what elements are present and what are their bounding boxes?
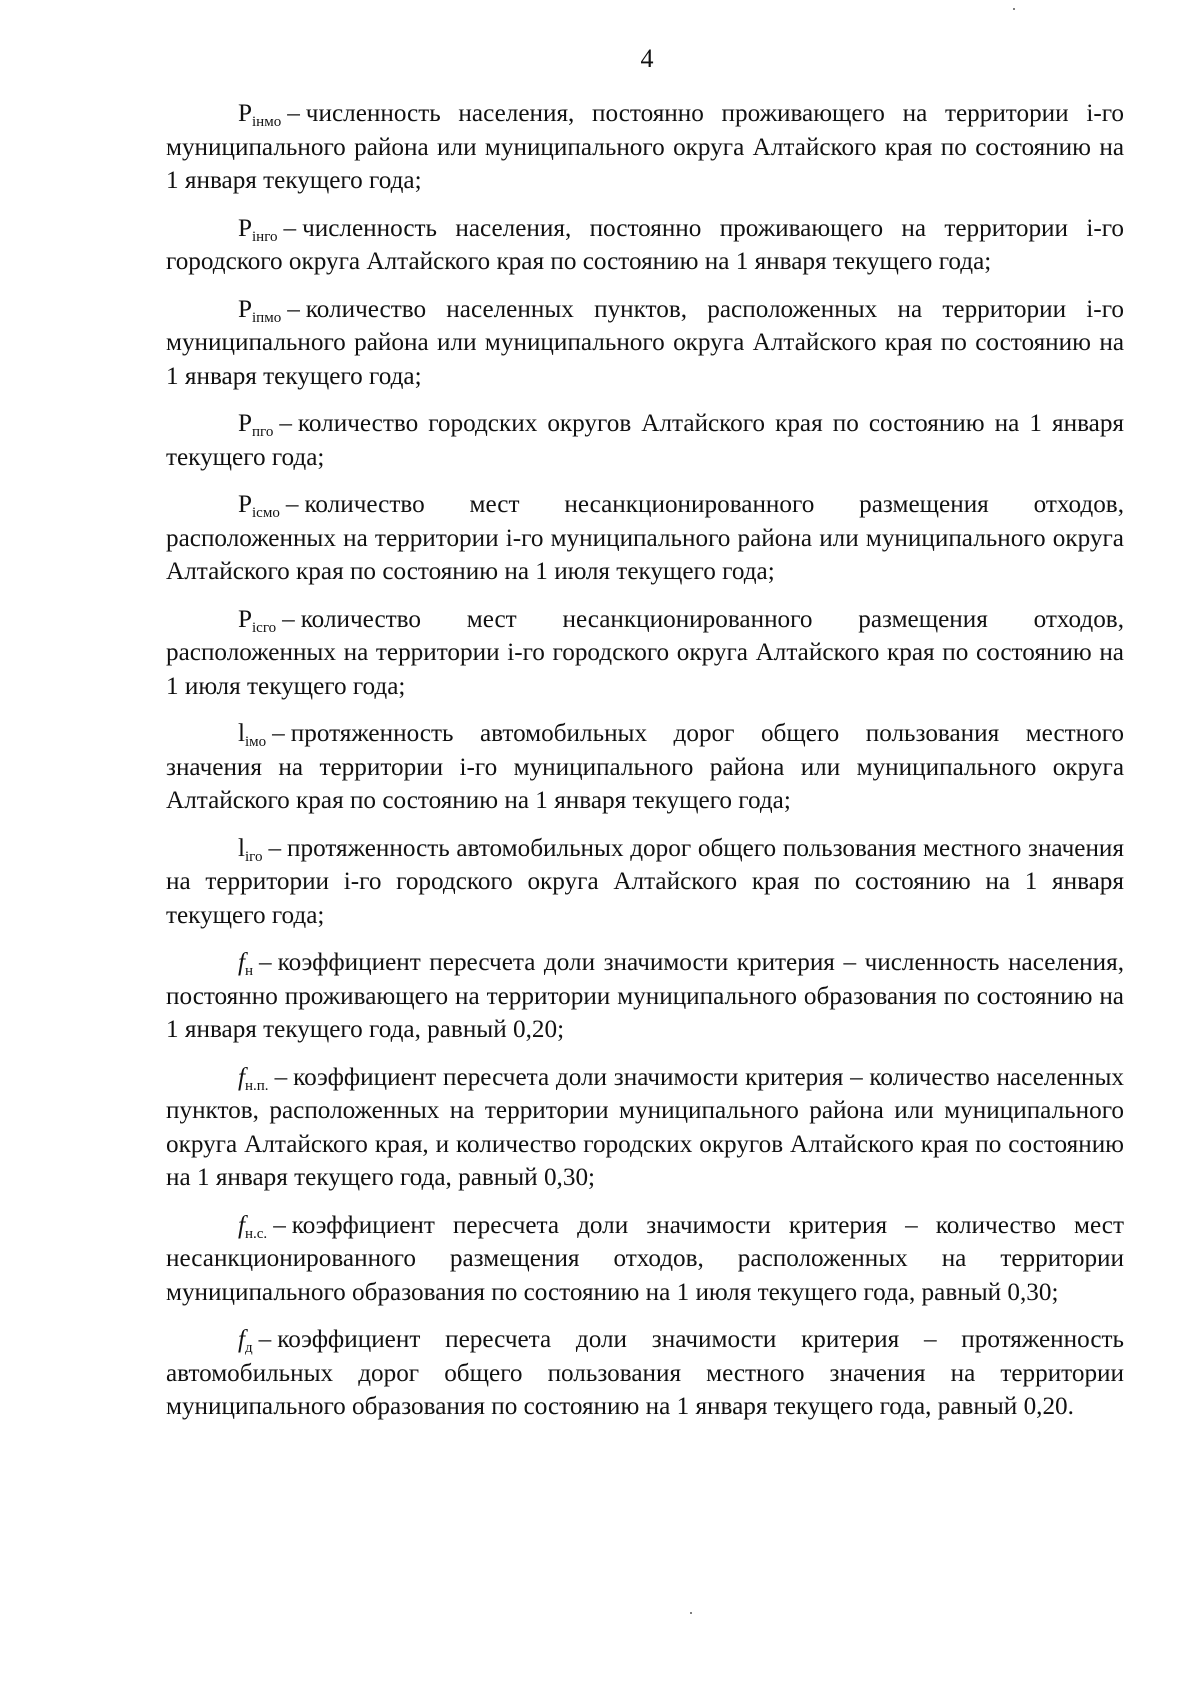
- document-body: [166, 97, 1124, 1438]
- symbol-subscript: iго: [245, 848, 263, 865]
- definition-text: коэффициент пересчета доли значимости критерия – количество населенных пунктов, расположенных на территории муниципального района или муниципального округа Алтайского края, и количество городских округов Алтайского края по состоянию на 1 января текущего года, равный 0,30;: [166, 1063, 1124, 1191]
- scan-speck: [1013, 8, 1015, 10]
- symbol-subscript: пго: [252, 424, 274, 440]
- definition-text: количество мест несанкционированного размещения отходов, расположенных на территории i-го городского округа Алтайского края по состоянию на 1 июля текущего года;: [166, 605, 1124, 700]
- formula-symbol: [238, 214, 278, 245]
- formula-symbol: [238, 295, 282, 326]
- definition-item: [166, 212, 1124, 279]
- formula-symbol: [238, 834, 263, 865]
- definition-text: количество городских округов Алтайского края по состоянию на 1 января текущего года;: [166, 410, 1124, 471]
- definition-item: [166, 293, 1124, 394]
- symbol-subscript: iсмо: [252, 505, 280, 521]
- symbol-base: P: [238, 605, 253, 633]
- symbol-base: f: [238, 1326, 245, 1353]
- formula-symbol: [238, 605, 277, 636]
- symbol-subscript: iмо: [245, 734, 267, 750]
- definition-dash: –: [268, 834, 282, 862]
- symbol-subscript: д: [245, 1340, 253, 1356]
- symbol-base: l: [238, 720, 245, 747]
- definition-text: протяженность автомобильных дорог общего пользования местного значения на территории i-го городского округа Алтайского края по состоянию на 1 января текущего года;: [166, 834, 1124, 929]
- definition-text: протяженность автомобильных дорог общего пользования местного значения на территории i-го муниципального района или муниципального округа Алтайского края по состоянию на 1 января текущего года;: [166, 720, 1124, 814]
- definition-item: [166, 1209, 1124, 1310]
- formula-symbol: [238, 100, 282, 130]
- formula-symbol: [238, 491, 280, 521]
- symbol-base: f: [238, 1063, 245, 1091]
- formula-symbol: [238, 1211, 268, 1242]
- definition-dash: –: [258, 1326, 272, 1353]
- definition-dash: –: [287, 295, 300, 323]
- definition-dash: –: [273, 1211, 286, 1239]
- definition-text: численность населения, постоянно проживающего на территории i-го муниципального района или муниципального округа Алтайского края по состоянию на 1 января текущего года;: [166, 100, 1124, 194]
- formula-symbol: [238, 949, 254, 979]
- definition-item: [166, 832, 1124, 933]
- definition-dash: –: [279, 410, 292, 437]
- symbol-subscript: н.с.: [245, 1225, 268, 1242]
- symbol-base: P: [238, 491, 253, 518]
- definition-item: [166, 603, 1124, 704]
- definition-text: количество населенных пунктов, расположенных на территории i-го муниципального района или муниципального округа Алтайского края по состоянию на 1 января текущего года;: [166, 295, 1124, 390]
- definition-item: [166, 97, 1124, 198]
- symbol-base: P: [238, 295, 253, 323]
- definition-text: коэффициент пересчета доли значимости критерия – протяженность автомобильных дорог общего пользования местного значения на территории муниципального образования по состоянию на 1 января текущего года, равный 0,20.: [166, 1326, 1124, 1420]
- definition-text: численность населения, постоянно проживающего на территории i-го городского округа Алтайского края по состоянию на 1 января текущего года;: [166, 214, 1124, 275]
- definition-item: [166, 946, 1124, 1047]
- definition-item: [166, 488, 1124, 589]
- definition-item: [166, 717, 1124, 818]
- definition-dash: –: [283, 214, 297, 242]
- symbol-subscript: iпмо: [252, 309, 282, 326]
- scan-speck: [690, 1612, 692, 1614]
- symbol-subscript: iнго: [252, 228, 278, 245]
- definition-item: [166, 1061, 1124, 1195]
- symbol-subscript: н.п.: [245, 1077, 269, 1094]
- symbol-subscript: н: [245, 963, 254, 979]
- page-number: 4: [640, 44, 654, 73]
- symbol-base: P: [238, 410, 253, 437]
- formula-symbol: [238, 720, 267, 750]
- symbol-base: f: [238, 1211, 245, 1239]
- definition-text: количество мест несанкционированного размещения отходов, расположенных на территории i-го муниципального района или муниципального округа Алтайского края по состоянию на 1 июля текущего года;: [166, 491, 1124, 585]
- definition-dash: –: [272, 720, 285, 747]
- symbol-subscript: iнмо: [252, 114, 282, 130]
- definition-item: [166, 1323, 1124, 1424]
- definition-dash: –: [285, 491, 299, 518]
- definition-dash: –: [259, 949, 272, 976]
- definition-dash: –: [274, 1063, 288, 1091]
- definition-text: коэффициент пересчета доли значимости критерия – количество мест несанкционированного размещения отходов, расположенных на территории муниципального образования по состоянию на 1 июля текущего года, равный 0,30;: [166, 1211, 1124, 1306]
- symbol-base: l: [238, 834, 245, 862]
- definition-text: коэффициент пересчета доли значимости критерия – численность населения, постоянно проживающего на территории муниципального образования по состоянию на 1 января текущего года, равный 0,20;: [166, 949, 1124, 1043]
- formula-symbol: [238, 1063, 269, 1094]
- symbol-base: P: [238, 100, 253, 127]
- definition-dash: –: [282, 605, 295, 633]
- symbol-subscript: iсго: [252, 619, 277, 636]
- symbol-base: P: [238, 214, 253, 242]
- definition-item: [166, 407, 1124, 474]
- formula-symbol: [238, 1326, 253, 1356]
- symbol-base: f: [238, 949, 245, 976]
- formula-symbol: [238, 410, 274, 440]
- definition-dash: –: [287, 100, 300, 127]
